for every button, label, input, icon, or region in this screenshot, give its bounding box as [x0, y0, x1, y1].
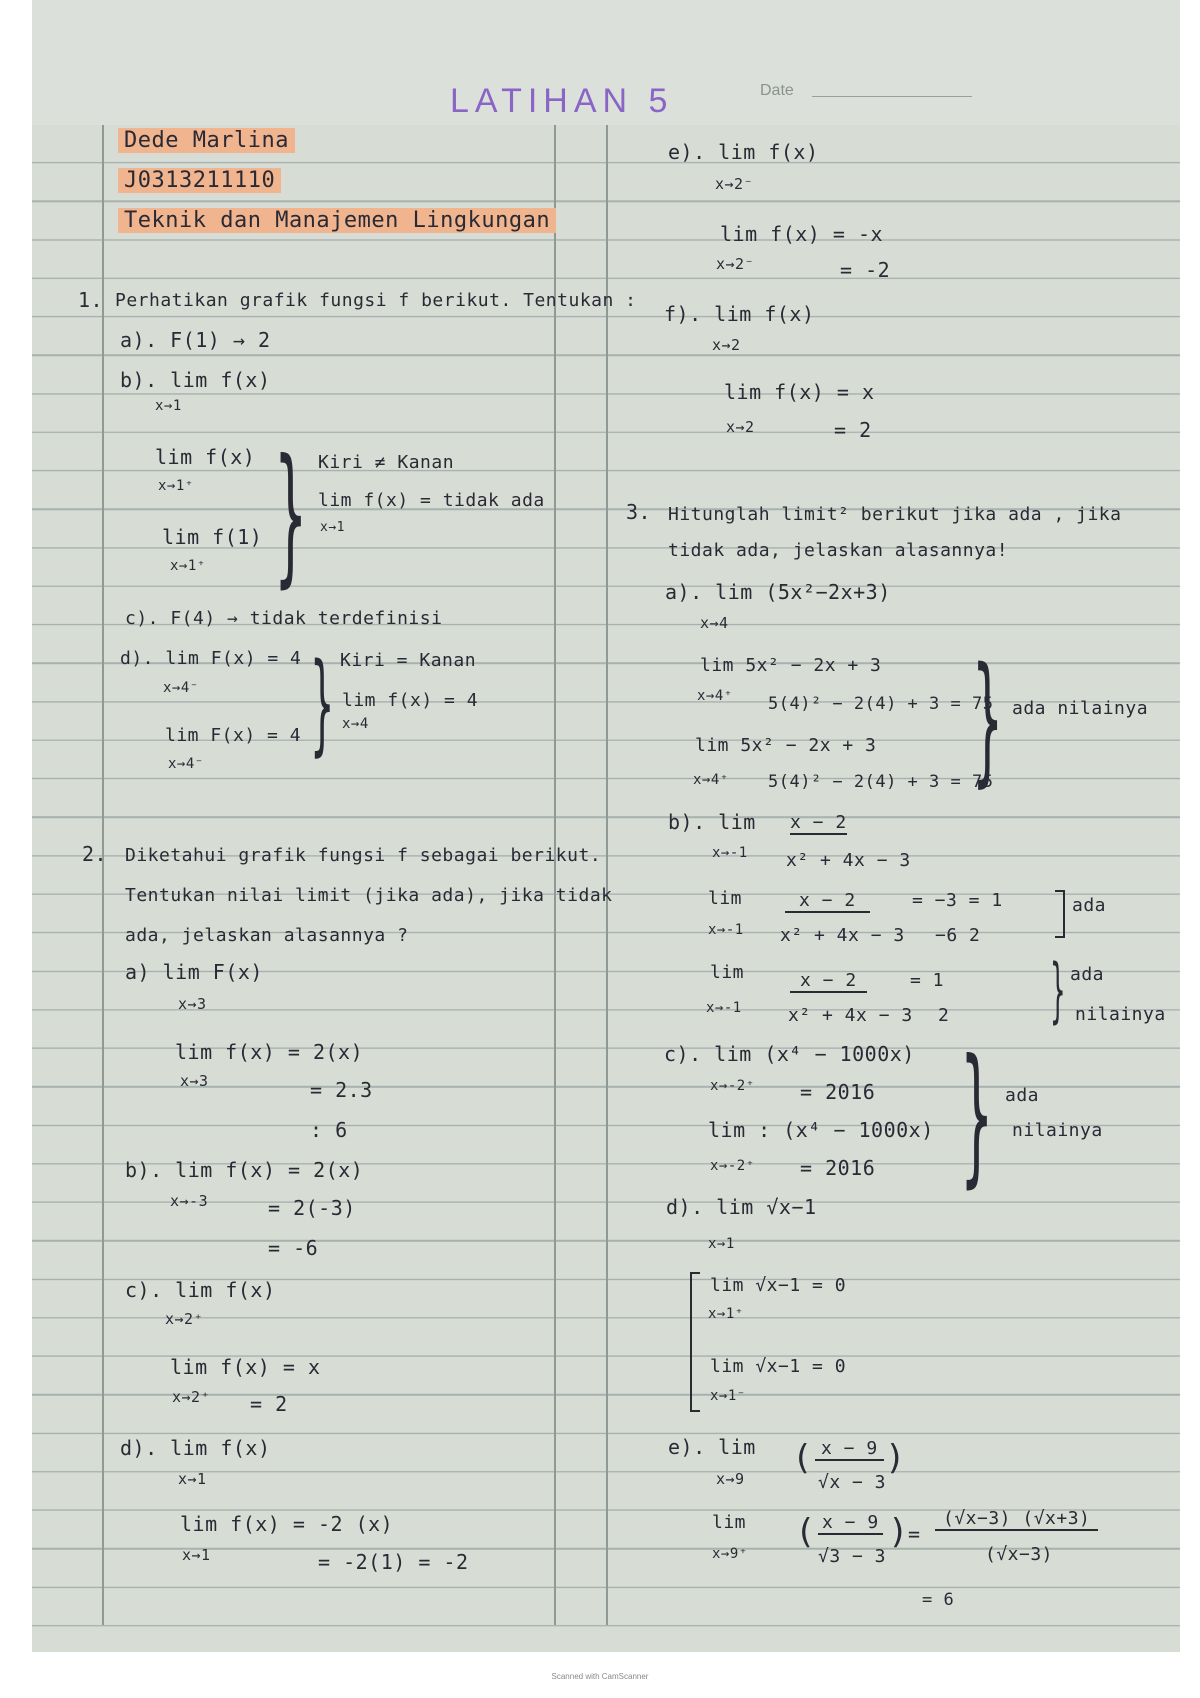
q3-b-head: b). lim — [668, 810, 756, 834]
student-program: Teknik dan Manajemen Lingkungan — [118, 208, 556, 233]
q2-c-head: c). lim f(x) — [125, 1278, 276, 1302]
q3-c-1: = 2016 — [800, 1080, 876, 1104]
q3-b1n: x − 2 — [785, 890, 870, 913]
q1-b-brace: } — [274, 428, 308, 602]
q2-prompt-3: ada, jelaskan alasannya ? — [125, 925, 409, 946]
right-f-head: f). lim f(x) — [664, 302, 815, 326]
q3-e-sub: x→9 — [716, 1470, 745, 1488]
q3-e1-paren-l: ( — [795, 1512, 816, 1552]
q1-c: c). F(4) → tidak terdefinisi — [125, 608, 443, 629]
q3-e1s: x→9⁺ — [712, 1546, 748, 1562]
date-label: Date — [760, 82, 794, 99]
q3-d-head: d). lim √x−1 — [666, 1195, 817, 1219]
q2-c-2: = 2 — [250, 1392, 288, 1416]
q3-b1: lim — [708, 888, 743, 909]
q3-a-2: lim 5x² − 2x + 3 — [695, 735, 877, 756]
q1-d-r1: Kiri = Kanan — [340, 650, 477, 671]
q3-d-1: lim √x−1 = 0 — [710, 1275, 847, 1296]
q3-a-1v: 5(4)² − 2(4) + 3 = 75 — [768, 694, 994, 714]
q2-a-1: lim f(x) = 2(x) — [175, 1040, 364, 1064]
q3-b1d: x² + 4x − 3 — [780, 925, 905, 946]
q2-b-2: = 2(-3) — [268, 1196, 356, 1220]
q3-e1: lim — [712, 1512, 747, 1533]
q1-b-sub: x→1 — [155, 398, 182, 414]
q3-a-2s: x→4⁺ — [693, 772, 729, 788]
student-name: Dede Marlina — [118, 128, 295, 153]
q3-prompt-1: Hitunglah limit² berikut jika ada , jika — [668, 504, 1122, 525]
q3-e-num: x − 9 — [815, 1438, 884, 1461]
q3-b-sub: x→-1 — [712, 845, 748, 861]
q3-a-1s: x→4⁺ — [697, 688, 733, 704]
q3-d-sub: x→1 — [708, 1236, 735, 1252]
q3-b1s: x→-1 — [708, 922, 744, 938]
q2-a-1s: x→3 — [180, 1072, 209, 1090]
q3-b1-note: ada — [1072, 895, 1107, 916]
q2-prompt-2: Tentukan nilai limit (jika ada), jika tidak — [125, 885, 613, 906]
q1-d-l1: d). lim F(x) = 4 — [120, 648, 302, 669]
q1-d-r2s: x→4 — [342, 716, 369, 732]
scanner-watermark: Scanned with CamScanner — [551, 1672, 649, 1681]
right-e-2: = -2 — [840, 258, 891, 282]
q3-e-head: e). lim — [668, 1435, 756, 1459]
q2-d-1: lim f(x) = -2 (x) — [180, 1512, 394, 1536]
q3-b1-bracket — [1055, 890, 1065, 938]
q3-b2vd: 2 — [938, 1005, 950, 1026]
q2-c-1: lim f(x) = x — [170, 1355, 321, 1379]
q3-e-rn: (√x−3) (√x+3) — [935, 1508, 1098, 1531]
q3-e-paren-r: ) — [885, 1438, 906, 1478]
q3-e1n: x − 9 — [818, 1512, 883, 1535]
q3-b-num: x − 2 — [790, 812, 847, 833]
q3-e-den: √x − 3 — [818, 1472, 887, 1493]
q3-b2s: x→-1 — [706, 1000, 742, 1016]
q3-a-2v: 5(4)² − 2(4) + 3 = 75 — [768, 772, 994, 792]
right-e-1: lim f(x) = -x — [720, 222, 884, 246]
q3-prompt-2: tidak ada, jelaskan alasannya! — [668, 540, 1009, 561]
column-divider-2 — [606, 125, 608, 1625]
q2-c-1s: x→2⁺ — [172, 1388, 211, 1406]
q3-b2-note2: nilainya — [1075, 1004, 1166, 1025]
q2-a-head: a) lim F(x) — [125, 960, 263, 984]
q1-d-l2s: x→4⁻ — [168, 756, 204, 772]
q3-a-brace: } — [972, 638, 1004, 801]
q1-b-l2: lim f(1) — [162, 525, 263, 549]
q3-e-paren-l: ( — [792, 1438, 813, 1478]
q3-c-brace: } — [960, 1028, 994, 1202]
q3-a-note: ada nilainya — [1012, 698, 1149, 719]
right-f-1: lim f(x) = x — [724, 380, 875, 404]
q3-c-sub: x→-2⁺ — [710, 1078, 755, 1094]
q1-a: a). F(1) → 2 — [120, 328, 271, 352]
q3-e-rd: (√x−3) — [985, 1544, 1054, 1565]
q3-b1vd: −6 2 — [935, 925, 981, 946]
q3-c-2s: x→-2⁺ — [710, 1158, 755, 1174]
q1-b-r1: Kiri ≠ Kanan — [318, 452, 455, 473]
q3-a-head: a). lim (5x²−2x+3) — [665, 580, 891, 604]
q1-b-r2: lim f(x) = tidak ada — [318, 490, 545, 511]
q3-b-den: x² + 4x − 3 — [786, 850, 911, 871]
q3-c-note1: ada — [1005, 1085, 1040, 1106]
q2-prompt-1: Diketahui grafik fungsi f sebagai berikut. — [125, 845, 602, 866]
right-e-head: e). lim f(x) — [668, 140, 819, 164]
q1-b-l2s: x→1⁺ — [170, 558, 206, 574]
q1-d-l1s: x→4⁻ — [163, 680, 199, 696]
q1-d-r2: lim f(x) = 4 — [342, 690, 479, 711]
q3-number: 3. — [626, 500, 652, 524]
q2-d-2: = -2(1) = -2 — [318, 1550, 469, 1574]
q2-number: 2. — [82, 842, 108, 866]
date-line — [812, 96, 972, 97]
q3-c-note2: nilainya — [1012, 1120, 1103, 1141]
q3-e1-paren-r: ) — [888, 1512, 909, 1552]
q3-c-2: lim : (x⁴ − 1000x) — [708, 1118, 934, 1142]
q1-d-l2: lim F(x) = 4 — [165, 725, 302, 746]
q2-d-1s: x→1 — [182, 1546, 211, 1564]
q3-b2n: x − 2 — [790, 970, 867, 993]
q2-d-sub: x→1 — [178, 1470, 207, 1488]
right-f-1s: x→2 — [726, 418, 755, 436]
q2-a-3: : 6 — [310, 1118, 348, 1142]
q2-b-3: = -6 — [268, 1236, 319, 1260]
q3-e-eq: = — [908, 1522, 921, 1546]
q1-b-r2s: x→1 — [320, 520, 345, 535]
q3-b2-brace: } — [1050, 949, 1066, 1031]
right-e-sub: x→2⁻ — [715, 175, 754, 193]
q3-d-2s: x→1⁻ — [710, 1388, 746, 1404]
q2-a-sub: x→3 — [178, 995, 207, 1013]
column-divider-1 — [554, 125, 556, 1625]
q3-d-bracket — [690, 1272, 700, 1412]
q1-prompt: Perhatikan grafik fungsi f berikut. Tentukan : — [115, 290, 637, 311]
q1-b-head: b). lim f(x) — [120, 368, 271, 392]
q3-b2d: x² + 4x − 3 — [788, 1005, 913, 1026]
q2-b-1: b). lim f(x) = 2(x) — [125, 1158, 364, 1182]
q2-a-2: = 2.3 — [310, 1078, 373, 1102]
q3-d-2: lim √x−1 = 0 — [710, 1356, 847, 1377]
q3-a-1: lim 5x² − 2x + 3 — [700, 655, 882, 676]
q1-b-l1s: x→1⁺ — [158, 478, 194, 494]
margin-line-left — [102, 125, 104, 1625]
q3-c-3: = 2016 — [800, 1156, 876, 1180]
q3-b2v: = 1 — [910, 970, 945, 991]
right-f-sub: x→2 — [712, 336, 741, 354]
q3-b2-note1: ada — [1070, 964, 1105, 985]
right-e-1s: x→2⁻ — [716, 255, 755, 273]
q3-e1d: √3 − 3 — [818, 1546, 887, 1567]
q2-b-1s: x→-3 — [170, 1192, 209, 1210]
q3-d-1s: x→1⁺ — [708, 1306, 744, 1322]
q2-d-head: d). lim f(x) — [120, 1436, 271, 1460]
q1-b-l1: lim f(x) — [155, 445, 256, 469]
q3-b2: lim — [710, 962, 745, 983]
q3-a-sub: x→4 — [700, 614, 729, 632]
right-f-2: = 2 — [834, 418, 872, 442]
q2-c-sub: x→2⁺ — [165, 1310, 204, 1328]
q3-e-result: = 6 — [922, 1590, 955, 1610]
q1-d-brace: } — [310, 639, 335, 767]
q3-b1v: = −3 = 1 — [912, 890, 1003, 911]
page-title: LATIHAN 5 — [450, 82, 674, 120]
q3-c-head: c). lim (x⁴ − 1000x) — [664, 1042, 915, 1066]
student-id: J0313211110 — [118, 168, 281, 193]
q1-number: 1. — [78, 288, 104, 312]
